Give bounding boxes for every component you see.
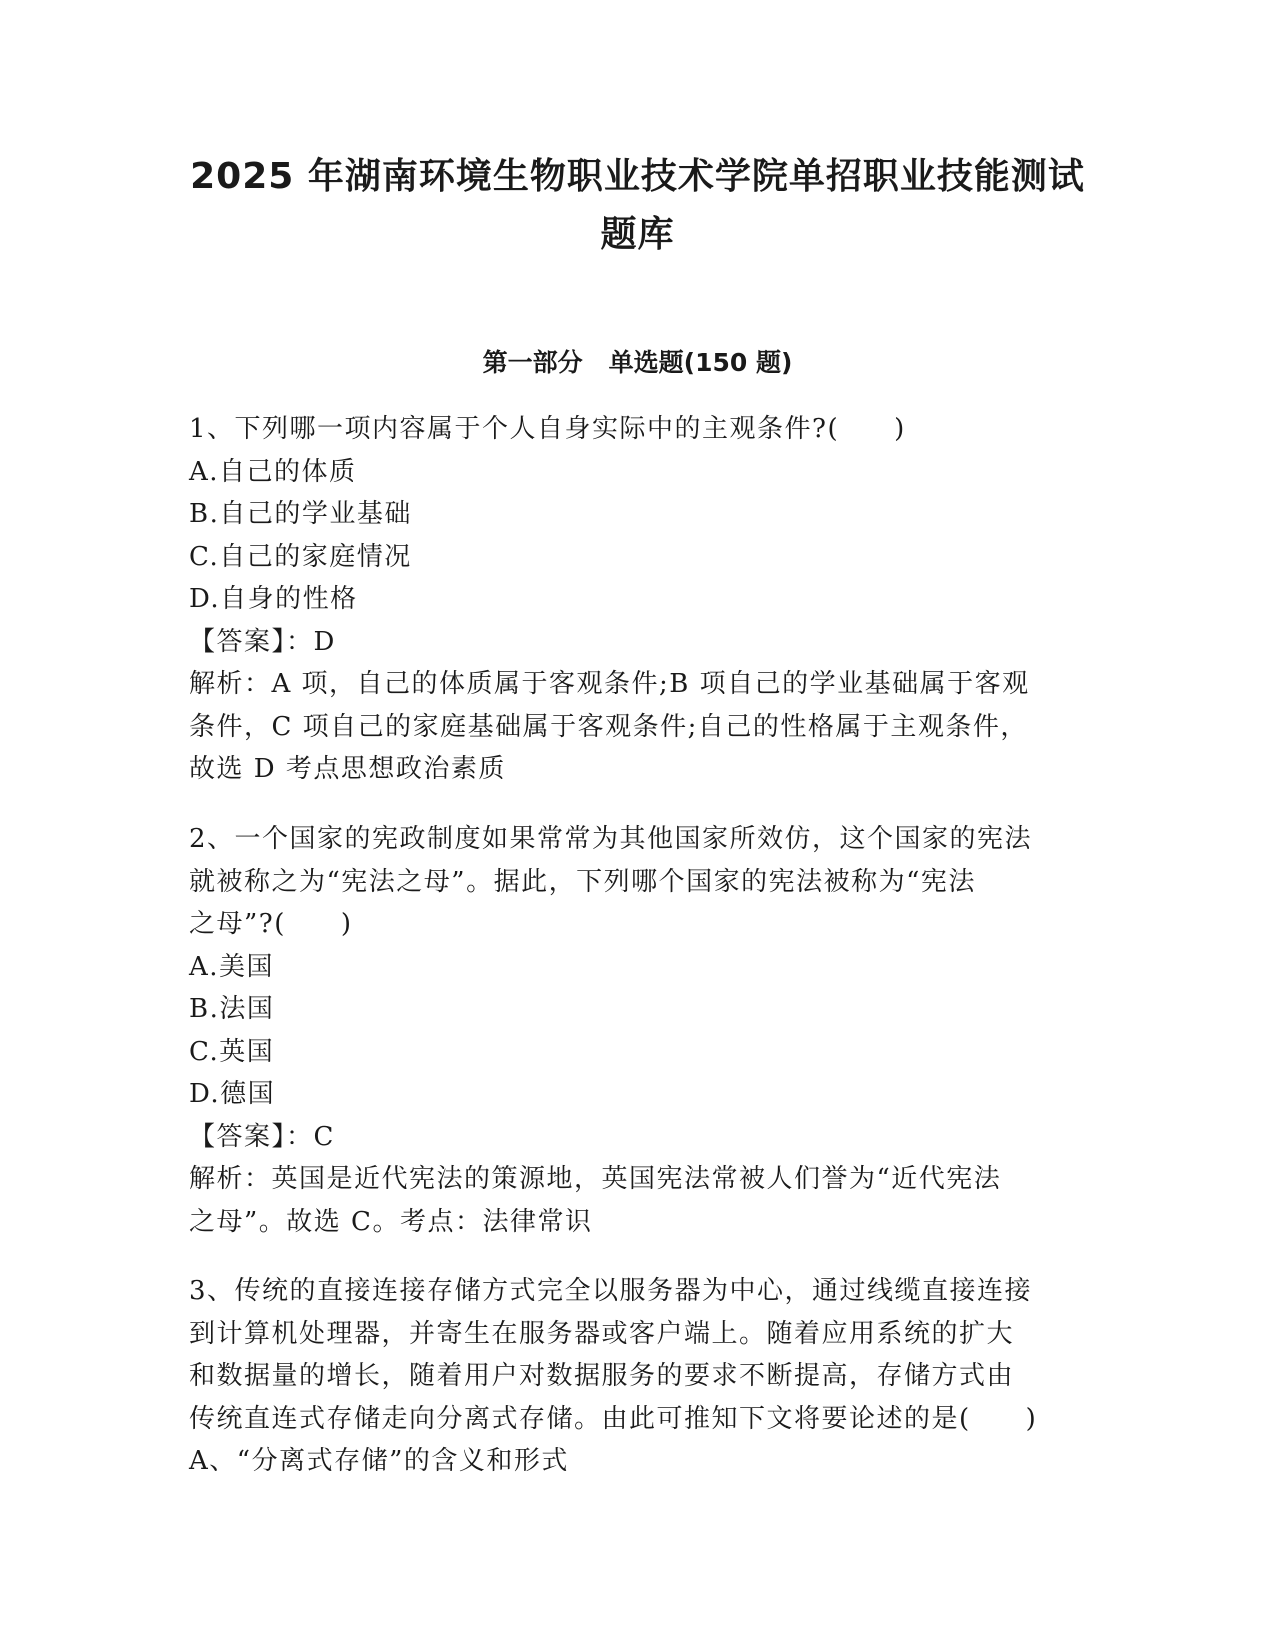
answer: 【答案】：C <box>189 1121 335 1152</box>
document-title-line-1: 2025 年湖南环境生物职业技术学院单招职业技能测试 <box>190 156 1085 197</box>
document-title <box>160 148 1115 264</box>
question-stem: 1、下列哪一项内容属于个人自身实际中的主观条件?( ) <box>189 414 906 444</box>
question-stem: 3、传统的直接连接存储方式完全以服务器为中心，通过线缆直接连接 <box>189 1276 1033 1306</box>
analysis-line: 之母”。故选 C。考点：法律常识 <box>189 1206 593 1237</box>
analysis-line: 解析：A 项，自己的体质属于客观条件;B 项自己的学业基础属于客观 <box>189 669 1030 699</box>
analysis-line: 条件，C 项自己的家庭基础属于客观条件;自己的性格属于主观条件， <box>189 711 1028 742</box>
question-2 <box>189 818 1084 1243</box>
option-b: B.法国 <box>189 994 275 1024</box>
question-3 <box>189 1270 1084 1483</box>
answer: 【答案】：D <box>189 626 336 657</box>
question-stem: 2、一个国家的宪政制度如果常常为其他国家所效仿，这个国家的宪法 <box>189 824 1033 854</box>
option-a: A.美国 <box>189 951 275 982</box>
question-stem: 就被称之为“宪法之母”。据此，下列哪个国家的宪法被称为“宪法 <box>189 866 976 897</box>
question-stem: 之母”?( ) <box>189 909 353 939</box>
option-b: B.自己的学业基础 <box>189 499 412 529</box>
question-1 <box>189 408 1084 791</box>
option-a: A.自己的体质 <box>189 456 357 487</box>
analysis-line: 故选 D 考点思想政治素质 <box>189 754 506 784</box>
option-c: C.英国 <box>189 1036 275 1067</box>
question-stem: 到计算机处理器，并寄生在服务器或客户端上。随着应用系统的扩大 <box>189 1318 1015 1349</box>
option-c: C.自己的家庭情况 <box>189 541 412 572</box>
question-stem: 和数据量的增长，随着用户对数据服务的要求不断提高，存储方式由 <box>189 1361 1015 1391</box>
option-a: A、“分离式存储”的含义和形式 <box>189 1446 569 1476</box>
analysis-line: 解析：英国是近代宪法的策源地，英国宪法常被人们誉为“近代宪法 <box>189 1164 1002 1194</box>
document-title-line-2: 题库 <box>600 214 675 255</box>
question-stem: 传统直连式存储走向分离式存储。由此可推知下文将要论述的是( ) <box>189 1403 1038 1434</box>
option-d: D.德国 <box>189 1079 276 1109</box>
section-heading: 第一部分 单选题(150 题) <box>482 348 793 377</box>
option-d: D.自身的性格 <box>189 584 358 614</box>
